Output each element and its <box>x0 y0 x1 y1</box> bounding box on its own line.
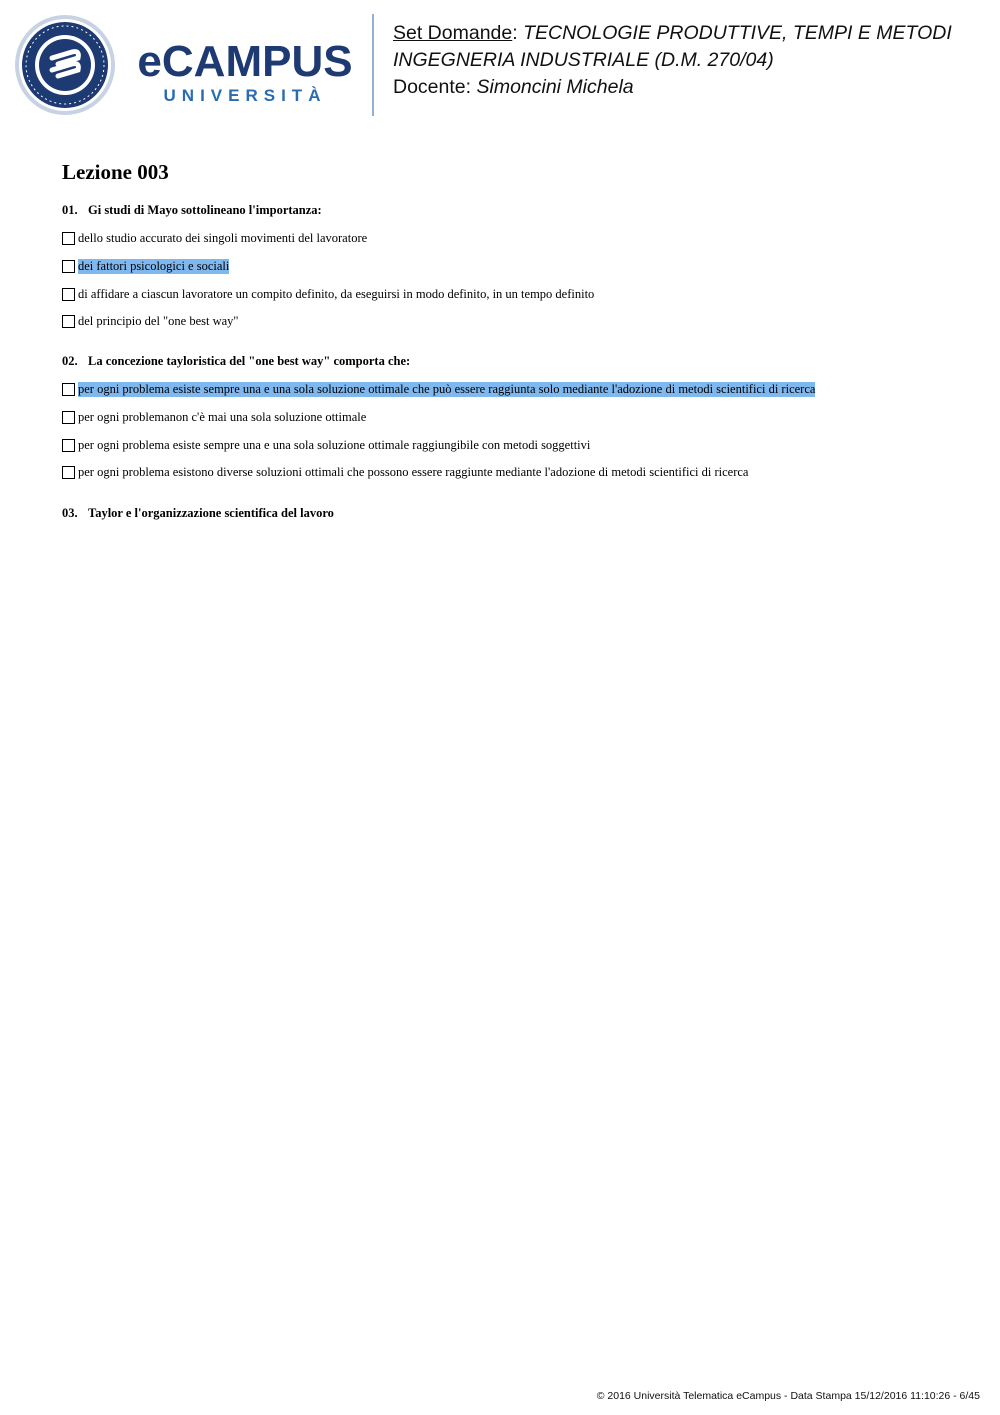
answer-text: per ogni problema esiste sempre una e una sola soluzione ottimale raggiungibile con metodi soggettivi <box>78 437 591 452</box>
answer-text: di affidare a ciascun lavoratore un compito definito, da eseguirsi in modo definito, in un tempo definito <box>78 286 595 301</box>
question-text: Gi studi di Mayo sottolineano l'importanza: <box>88 203 322 217</box>
set-title-line1: Set Domande: TECNOLOGIE PRODUTTIVE, TEMPI E METODI <box>393 22 952 44</box>
question-number: 01. <box>62 203 78 217</box>
answer-checkbox[interactable] <box>62 260 75 273</box>
header-divider <box>372 14 374 116</box>
question-number: 03. <box>62 506 78 520</box>
answer-option[interactable] <box>62 230 367 246</box>
ecampus-seal-logo <box>14 14 116 116</box>
question-02 <box>62 354 410 369</box>
answer-checkbox[interactable] <box>62 288 75 301</box>
answer-option[interactable] <box>62 313 239 329</box>
docente-label: Docente <box>393 76 466 98</box>
docente-line: Docente: Simoncini Michela <box>393 76 634 98</box>
set-info <box>393 20 983 101</box>
answer-text: dello studio accurato dei singoli movimenti del lavoratore <box>78 230 368 245</box>
set-title-1: TECNOLOGIE PRODUTTIVE, TEMPI E METODI <box>523 22 952 44</box>
answer-checkbox[interactable] <box>62 315 75 328</box>
question-03 <box>62 506 334 521</box>
docente-name: Simoncini Michela <box>476 76 634 98</box>
answer-option[interactable] <box>62 381 815 397</box>
lesson-title: Lezione 003 <box>62 160 169 184</box>
answer-text: del principio del "one best way" <box>78 313 239 328</box>
answer-text-highlighted: dei fattori psicologici e sociali <box>78 258 230 273</box>
answer-checkbox[interactable] <box>62 411 75 424</box>
set-title-2: INGEGNERIA INDUSTRIALE (D.M. 270/04) <box>393 49 774 71</box>
brand-subtitle: UNIVERSITÀ <box>163 86 327 105</box>
question-text: La concezione tayloristica del "one best way" comporta che: <box>88 354 411 368</box>
question-number: 02. <box>62 354 78 368</box>
set-title-line2 <box>393 47 983 74</box>
answer-text: per ogni problemanon c'è mai una sola soluzione ottimale <box>78 409 367 424</box>
answer-option[interactable] <box>62 286 594 302</box>
answer-text-highlighted: per ogni problema esiste sempre una e una sola soluzione ottimale che può essere raggiunta solo mediante l'adozione di metodi scientifici di ricerca <box>78 381 816 396</box>
answer-checkbox[interactable] <box>62 466 75 479</box>
question-text: Taylor e l'organizzazione scientifica del lavoro <box>88 506 334 520</box>
answer-checkbox[interactable] <box>62 232 75 245</box>
answer-option[interactable] <box>62 464 748 480</box>
answer-option[interactable] <box>62 409 366 425</box>
page-footer: © 2016 Università Telematica eCampus - Data Stampa 15/12/2016 11:10:26 - 6/45 <box>596 1390 980 1402</box>
answer-option[interactable] <box>62 437 590 453</box>
question-01 <box>62 203 322 218</box>
brand-name: eCAMPUS <box>137 37 353 86</box>
set-label: Set Domande <box>393 22 513 44</box>
answer-option[interactable] <box>62 258 229 274</box>
answer-text: per ogni problema esistono diverse soluzioni ottimali che possono essere raggiunte mediante l'adozione di metodi scientifici di ricerca <box>78 464 749 479</box>
answer-checkbox[interactable] <box>62 383 75 396</box>
answer-checkbox[interactable] <box>62 439 75 452</box>
ecampus-wordmark <box>134 37 356 108</box>
